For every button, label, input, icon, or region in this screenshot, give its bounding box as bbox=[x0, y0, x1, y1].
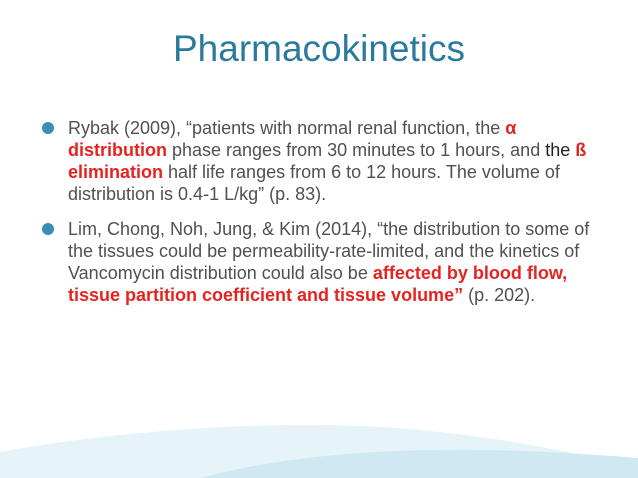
text-run: half life ranges from 6 to 12 hours. The volume of distribution is 0.4-1 L/kg” (p. 83). bbox=[68, 162, 560, 204]
bullet-text bbox=[68, 117, 602, 205]
bullet-list bbox=[42, 117, 602, 319]
text-run: the bbox=[545, 140, 576, 160]
text-run: (p. 202). bbox=[463, 285, 536, 305]
text-run: phase ranges from 30 minutes to 1 hours, and bbox=[166, 140, 546, 160]
bullet-dot-icon bbox=[42, 122, 54, 134]
slide-title: Pharmacokinetics bbox=[172, 28, 465, 69]
bullet-dot-icon bbox=[42, 223, 54, 235]
bullet-text bbox=[68, 218, 602, 306]
text-run: Lim, Chong, Noh, Jung, & Kim (2014), “the distribution to some of the tissues could be permeability-rate-limited, and the kinetics of Vancomycin distribution could also be bbox=[68, 219, 590, 283]
bullet-item bbox=[42, 218, 602, 306]
highlight-alpha-distribution: α distribution bbox=[68, 118, 517, 160]
bullet-item bbox=[42, 117, 602, 205]
highlight-affected-factors: affected by blood flow, tissue partition coefficient and tissue volume” bbox=[68, 263, 568, 305]
text-run: Rybak (2009), “patients with normal renal function, the bbox=[68, 118, 506, 138]
highlight-beta-elimination: ß elimination bbox=[68, 140, 587, 182]
